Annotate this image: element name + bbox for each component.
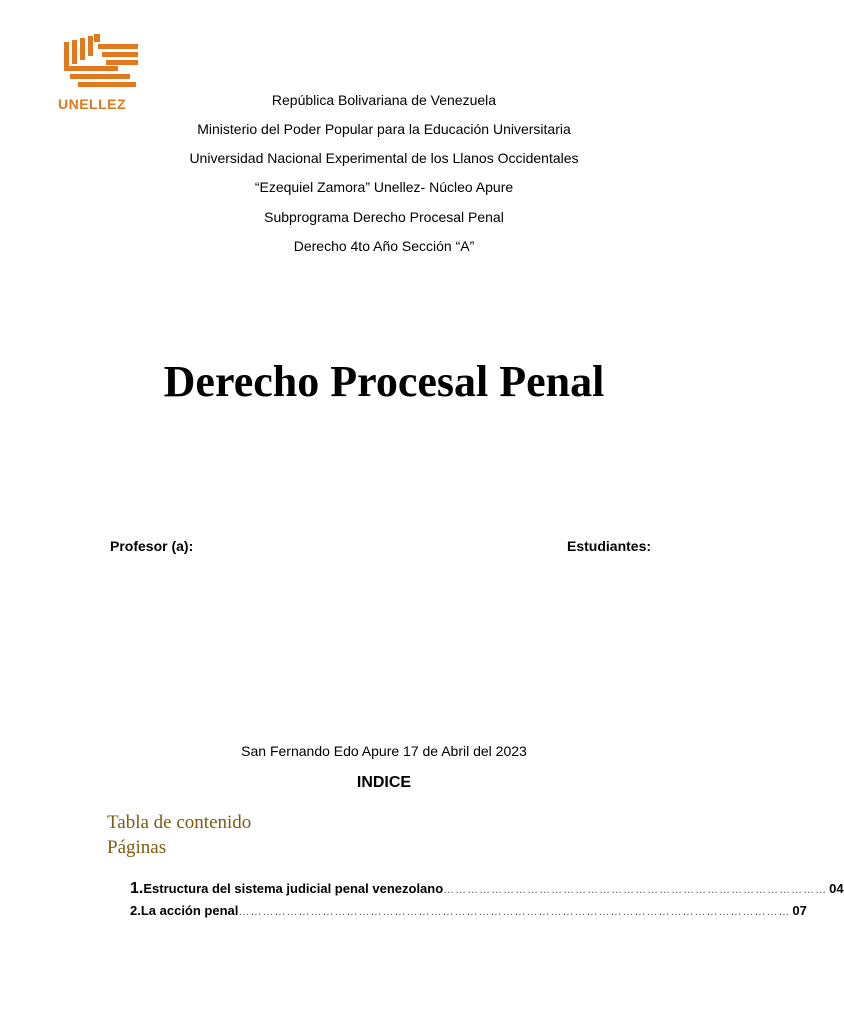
header-line-5: Subprograma Derecho Procesal Penal (264, 209, 504, 225)
toc-entry-number: 1. (130, 880, 144, 897)
unellez-logo-icon (58, 32, 144, 94)
toc-entry-page: 04 (829, 881, 844, 896)
pages-label: Páginas (107, 837, 167, 858)
toc-entry-title: Estructura del sistema judicial penal venezolano (143, 881, 444, 896)
toc-entry-1[interactable] (130, 880, 844, 900)
students-label: Estudiantes: (567, 538, 652, 554)
header-line-1: República Bolivariana de Venezuela (271, 92, 497, 108)
header-line-6: Derecho 4to Año Sección “A” (293, 238, 475, 254)
toc-entry-2[interactable] (130, 903, 807, 923)
toc-entry-title: La acción penal (140, 903, 239, 918)
toc-title: Tabla de contenido (107, 812, 252, 833)
toc-entry-page: 07 (792, 903, 807, 918)
toc-leader-dots: ………………………………………………………………………………………………………………………… (238, 906, 791, 918)
header-line-2: Ministerio del Poder Popular para la Educación Universitaria (197, 121, 571, 137)
logo-text: UNELLEZ (58, 96, 127, 112)
header-line-4: “Ezequiel Zamora” Unellez- Núcleo Apure (254, 179, 514, 195)
index-heading: INDICE (356, 774, 412, 791)
place-date: San Fernando Edo Apure 17 de Abril del 2023 (241, 743, 527, 759)
toc-entry-number: 2. (130, 903, 141, 918)
document-title: Derecho Procesal Penal (163, 357, 605, 406)
professor-label: Profesor (a): (110, 538, 194, 554)
toc-leader-dots: …………………………………………………………………………………… (443, 884, 828, 896)
header-line-3: Universidad Nacional Experimental de los Llanos Occidentales (189, 150, 579, 166)
